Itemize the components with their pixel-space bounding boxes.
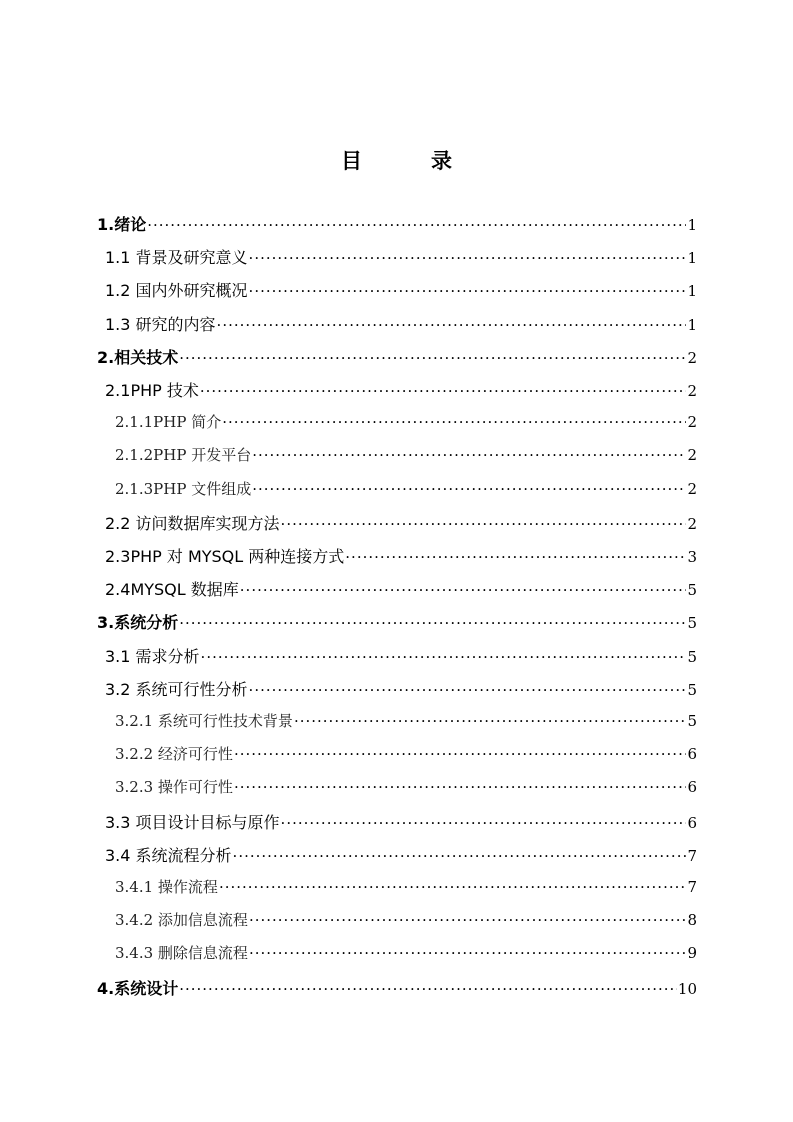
toc-entry-page-number: 6 <box>687 813 697 832</box>
toc-entry-page-number: 2 <box>687 348 697 367</box>
toc-entry-page-number: 2 <box>687 479 697 498</box>
toc-leader-dots <box>222 413 686 431</box>
toc-title: 目 录 <box>341 149 476 173</box>
toc-leader-dots <box>294 712 687 730</box>
toc-entry[interactable] <box>105 378 697 402</box>
toc-entry-page-number: 7 <box>687 878 697 896</box>
toc-entry-label: 3.4 系统流程分析 <box>105 845 232 865</box>
toc-leader-dots <box>281 814 687 832</box>
toc-entry[interactable] <box>115 876 697 900</box>
toc-leader-dots <box>179 980 677 998</box>
toc-leader-dots <box>281 515 687 533</box>
toc-entry-label: 3.4.1 操作流程 <box>115 878 218 896</box>
toc-entry[interactable] <box>105 245 697 269</box>
toc-entry-label: 3.1 需求分析 <box>105 646 200 666</box>
toc-entry-page-number: 5 <box>687 680 697 699</box>
toc-entry-label: 1.绪论 <box>97 215 147 234</box>
toc-leader-dots <box>249 249 687 267</box>
toc-entry-page-number: 2 <box>687 514 697 533</box>
toc-leader-dots <box>147 216 686 234</box>
toc-entry[interactable] <box>105 544 697 568</box>
toc-entry-page-number: 9 <box>687 944 697 963</box>
toc-entry-page-number: 3 <box>687 548 697 566</box>
toc-leader-dots <box>234 778 687 796</box>
toc-entry-label: 3.系统分析 <box>97 613 179 633</box>
toc-entry-page-number: 1 <box>687 249 697 268</box>
toc-leader-dots <box>217 316 687 334</box>
toc-leader-dots <box>179 349 686 367</box>
toc-entry-label: 3.4.2 添加信息流程 <box>115 911 248 930</box>
toc-entry-label: 2.3PHP 对 MYSQL 两种连接方式 <box>105 547 345 566</box>
toc-leader-dots <box>240 581 687 599</box>
toc-entry-label: 1.1 背景及研究意义 <box>105 248 248 268</box>
toc-entry[interactable] <box>115 942 697 966</box>
toc-entry[interactable] <box>105 843 697 867</box>
toc-entry[interactable] <box>115 710 697 734</box>
toc-entry-label: 3.2.1 系统可行性技术背景 <box>115 712 293 730</box>
toc-entry-label: 3.2 系统可行性分析 <box>105 679 248 699</box>
toc-entry-label: 3.2.3 操作可行性 <box>115 778 233 797</box>
toc-leader-dots <box>249 681 687 699</box>
toc-leader-dots <box>249 282 687 300</box>
toc-entry-label: 2.2 访问数据库实现方法 <box>105 513 280 533</box>
toc-entry[interactable] <box>115 776 697 800</box>
toc-entry[interactable] <box>105 278 697 302</box>
toc-entry-page-number: 5 <box>687 647 697 666</box>
toc-entry-page-number: 7 <box>687 846 697 865</box>
toc-entry-page-number: 5 <box>687 712 697 730</box>
toc-entry[interactable] <box>115 411 697 435</box>
toc-entry[interactable] <box>115 444 697 468</box>
toc-entry-label: 2.相关技术 <box>97 347 179 367</box>
toc-entry-page-number: 2 <box>687 382 697 400</box>
toc-leader-dots <box>249 911 687 929</box>
toc-leader-dots <box>200 382 687 400</box>
toc-entry-page-number: 2 <box>687 413 697 432</box>
toc-entry[interactable] <box>105 810 697 834</box>
toc-entry-label: 3.4.3 删除信息流程 <box>115 944 248 963</box>
toc-entry-page-number: 5 <box>687 581 697 600</box>
toc-leader-dots <box>219 878 687 896</box>
toc-entry[interactable] <box>105 511 697 535</box>
toc-entry[interactable] <box>115 743 697 767</box>
toc-entry[interactable] <box>97 212 697 236</box>
toc-entry-page-number: 2 <box>687 446 697 465</box>
toc-entry-label: 2.1.3PHP 文件组成 <box>115 479 252 498</box>
toc-entry-label: 1.2 国内外研究概况 <box>105 281 248 301</box>
toc-entry[interactable] <box>105 677 697 701</box>
toc-entry-label: 3.2.2 经济可行性 <box>115 745 233 764</box>
toc-entry-label: 2.1PHP 技术 <box>105 381 199 400</box>
toc-leader-dots <box>233 847 687 865</box>
toc-entry-page-number: 8 <box>687 911 697 930</box>
toc-entry[interactable] <box>115 909 697 933</box>
toc-leader-dots <box>345 548 686 566</box>
toc-entry-page-number: 1 <box>687 315 697 334</box>
toc-entry[interactable] <box>97 610 697 634</box>
toc-leader-dots <box>179 614 686 632</box>
toc-entry-page-number: 6 <box>687 778 697 797</box>
toc-entry[interactable] <box>97 345 697 369</box>
toc-entry-label: 3.3 项目设计目标与原作 <box>105 812 280 832</box>
toc-leader-dots <box>234 745 687 763</box>
toc-entry-page-number: 10 <box>677 979 697 998</box>
toc-leader-dots <box>252 446 686 464</box>
toc-entry-label: 4.系统设计 <box>97 978 179 998</box>
toc-entry-label: 2.4MYSQL 数据库 <box>105 580 239 600</box>
toc-entry-label: 1.3 研究的内容 <box>105 314 216 334</box>
toc-entry-label: 2.1.2PHP 开发平台 <box>115 446 252 465</box>
toc-leader-dots <box>252 480 686 498</box>
toc-leader-dots <box>201 648 687 666</box>
toc-entry[interactable] <box>97 976 697 1000</box>
toc-entry[interactable] <box>115 478 697 502</box>
toc-entry-page-number: 1 <box>687 216 697 234</box>
toc-entry-page-number: 5 <box>687 614 697 633</box>
toc-leader-dots <box>249 944 687 962</box>
toc-entry[interactable] <box>105 312 697 336</box>
toc-entry[interactable] <box>105 577 697 601</box>
toc-entry-page-number: 1 <box>687 282 697 301</box>
toc-entry[interactable] <box>105 644 697 668</box>
toc-entry-page-number: 6 <box>687 745 697 764</box>
toc-entry-label: 2.1.1PHP 简介 <box>115 413 222 432</box>
